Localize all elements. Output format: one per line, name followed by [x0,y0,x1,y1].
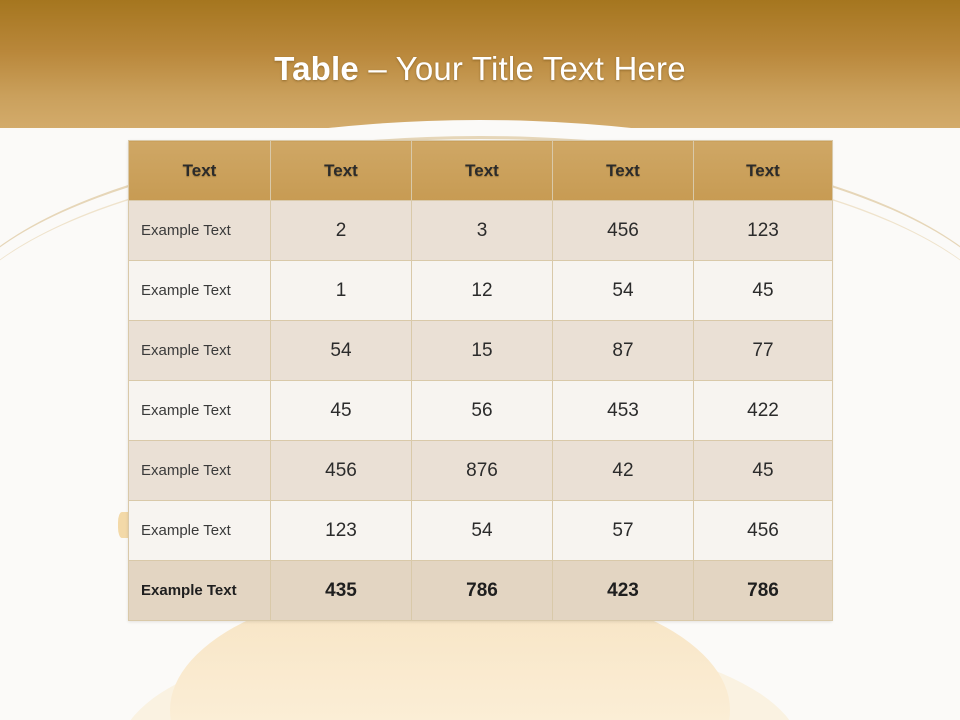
row-value: 123 [271,501,412,561]
page-title [0,50,960,88]
row-value: 12 [412,261,553,321]
table-row [129,321,833,381]
row-value: 56 [412,381,553,441]
table-row [129,501,833,561]
page-title-bold: Table [274,50,369,87]
row-value: 423 [553,561,694,621]
row-value: 54 [271,321,412,381]
row-value: 876 [412,441,553,501]
row-value: 57 [553,501,694,561]
row-value: 45 [694,441,833,501]
row-label: Example Text [129,201,271,261]
row-value: 87 [553,321,694,381]
table-row [129,261,833,321]
row-value: 77 [694,321,833,381]
table-row [129,441,833,501]
column-header-3[interactable]: Text [553,141,694,201]
row-value: 456 [271,441,412,501]
data-table [128,140,833,621]
row-label: Example Text [129,561,271,621]
row-label: Example Text [129,261,271,321]
row-value: 422 [694,381,833,441]
row-value: 3 [412,201,553,261]
row-value: 45 [271,381,412,441]
row-value: 15 [412,321,553,381]
row-value: 42 [553,441,694,501]
table-row-total [129,561,833,621]
row-value: 435 [271,561,412,621]
row-value: 456 [553,201,694,261]
row-label: Example Text [129,381,271,441]
row-value: 1 [271,261,412,321]
row-value: 45 [694,261,833,321]
left-accent-mark [118,512,128,538]
row-label: Example Text [129,321,271,381]
row-label: Example Text [129,441,271,501]
table-row [129,201,833,261]
column-header-0[interactable]: Text [129,141,271,201]
column-header-2[interactable]: Text [412,141,553,201]
row-value: 54 [412,501,553,561]
page-title-dash: – [368,50,396,87]
table-body [129,201,833,621]
row-value: 456 [694,501,833,561]
row-value: 54 [553,261,694,321]
page-title-light: Your Title Text Here [395,50,686,87]
row-label: Example Text [129,501,271,561]
row-value: 786 [412,561,553,621]
data-table-container [128,140,832,621]
row-value: 786 [694,561,833,621]
row-value: 123 [694,201,833,261]
table-header-row [129,141,833,201]
row-value: 453 [553,381,694,441]
column-header-4[interactable]: Text [694,141,833,201]
table-header [129,141,833,201]
row-value: 2 [271,201,412,261]
table-row [129,381,833,441]
column-header-1[interactable]: Text [271,141,412,201]
